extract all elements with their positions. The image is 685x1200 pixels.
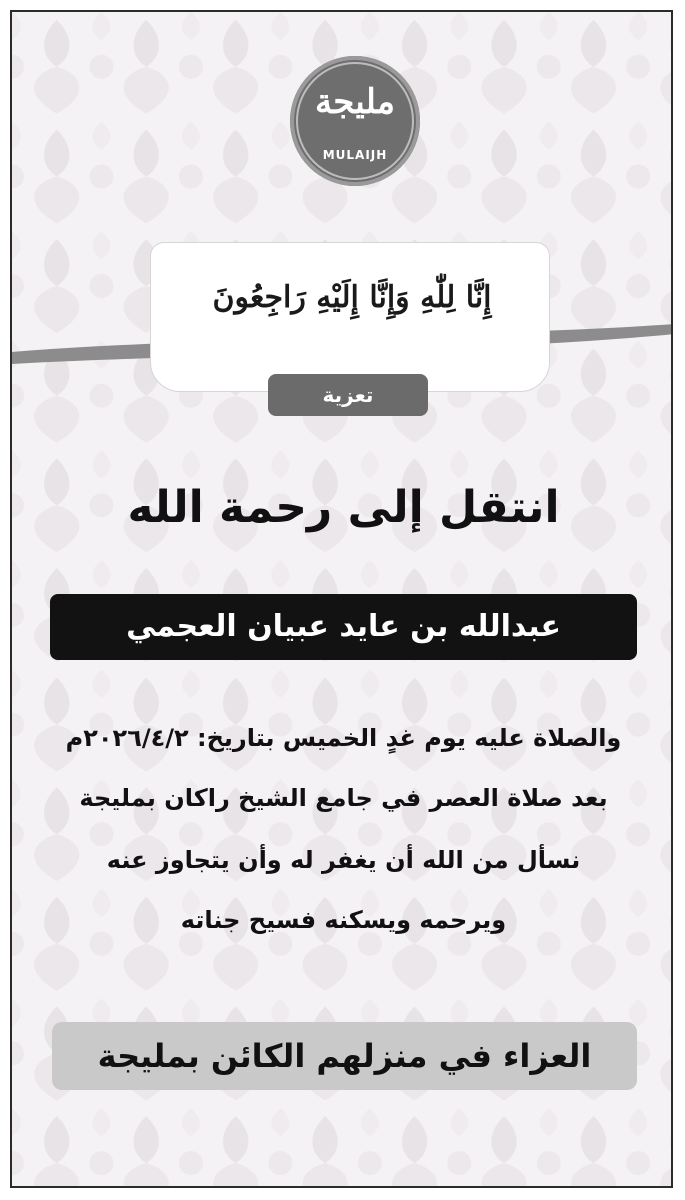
condolence-tag: تعزية: [268, 374, 428, 416]
verse-frame: [150, 242, 550, 392]
obituary-card: [10, 10, 673, 1188]
prayer-line-1: نسأل من الله أن يغفر له وأن يتجاوز عنه: [106, 846, 581, 874]
funeral-location-line: بعد صلاة العصر في جامع الشيخ راكان بمليجة: [79, 784, 608, 812]
deceased-name-bar: عبدالله بن عايد عبيان العجمي: [50, 594, 637, 660]
logo-arabic-text: مليجة: [315, 82, 395, 122]
logo-english-text: MULAIJH: [322, 148, 388, 162]
condolence-location-bar: العزاء في منزلهم الكائن بمليجة: [52, 1022, 637, 1090]
prayer-line-2: ويرحمه ويسكنه فسيح جناته: [180, 906, 507, 934]
funeral-date-line: والصلاة عليه يوم غدٍ الخميس بتاريخ: ٢٠٢٦/٤/٢م: [65, 724, 622, 752]
mulaijh-logo: [290, 56, 420, 186]
quran-verse: إِنَّا لِلّٰهِ وَإِنَّا إِلَيْهِ رَاجِعُونَ: [212, 280, 492, 315]
headline: انتقل إلى رحمة الله: [127, 482, 560, 533]
